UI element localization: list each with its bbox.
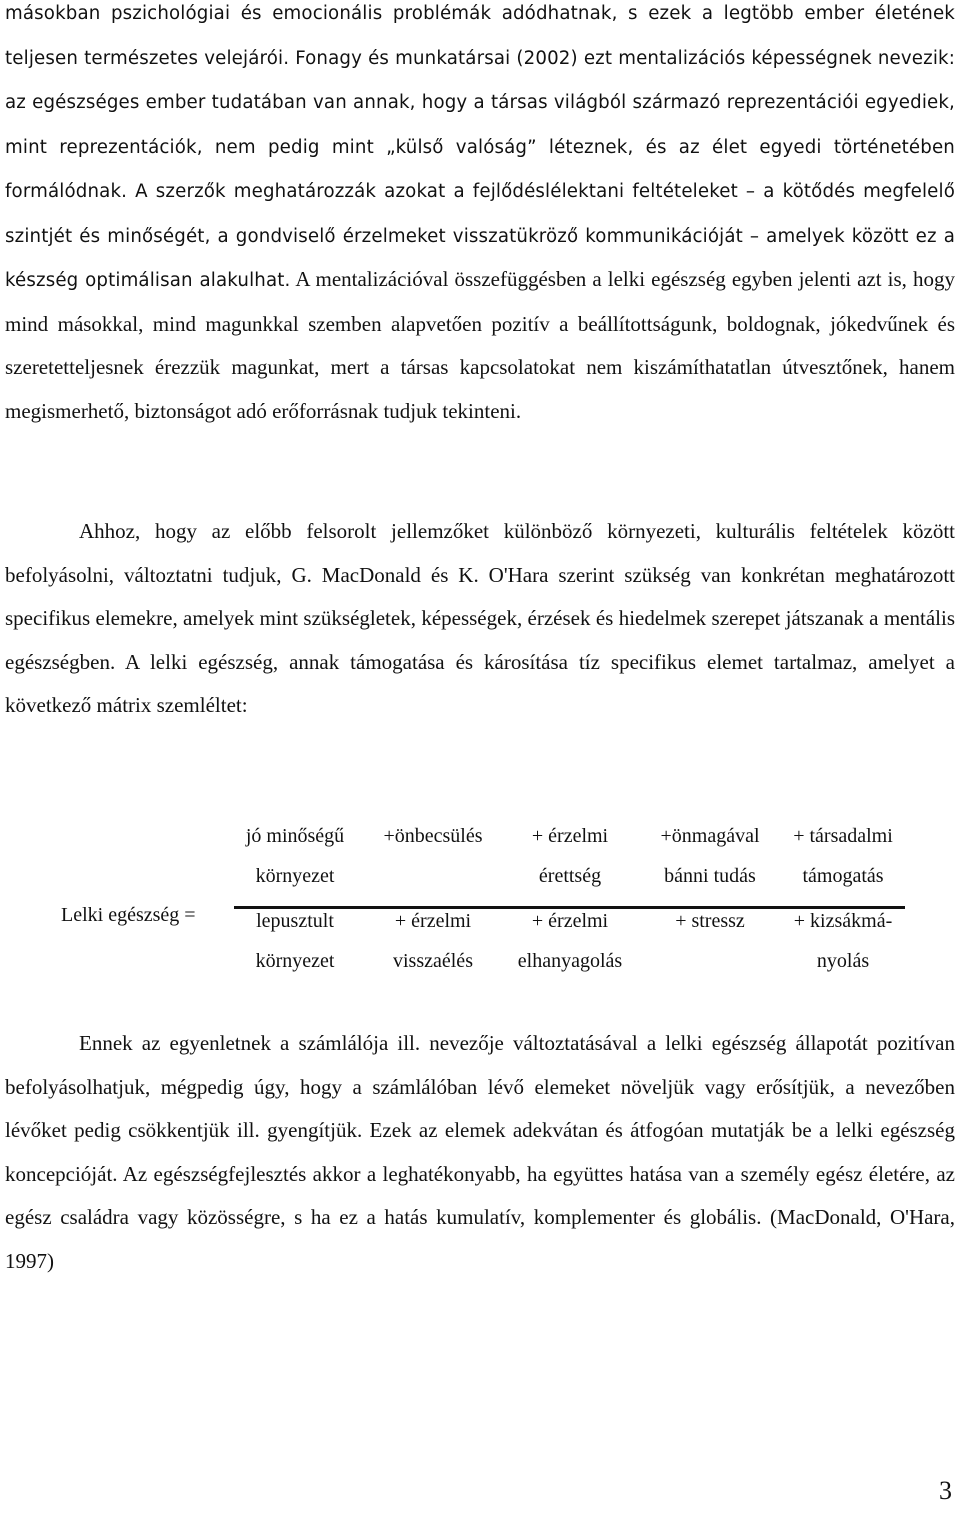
numerator-term <box>768 816 918 896</box>
term-line: +önbecsülés <box>383 825 483 847</box>
term-line: visszaélés <box>393 950 473 972</box>
numerator-term <box>358 816 508 856</box>
term-line: + társadalmi <box>793 825 893 847</box>
paragraph-macdonald: Ahhoz, hogy az előbb felsorolt jellemzőket különböző környezeti, kulturális feltételek között befolyásolni, változtatni tudjuk, G. MacDonald és K. O'Hara szerint szükség van konkrétan meghatározott specifikus elemekre, amelyek mint szükségletek, képességek, érzések és hiedelmek szerepet játszanak a mentális egészségben. A lelki egészség, annak támogatása és károsítása tíz specifikus elemet tartalmaz, amelyet a következő mátrix szemléltet: <box>5 519 955 717</box>
matrix-lhs: Lelki egészség = <box>61 904 196 926</box>
term-line: nyolás <box>816 950 870 972</box>
term-line: + kizsákmá- <box>793 910 893 932</box>
paragraph-serif-part: A mentalizációval összefüggésben a lelki egészség egyben jelenti azt is, hogy mind másokkal, mind magunkkal szemben alapvetően pozitív a beállítottságunk, boldognak, jókedvűnek és szeretetteljesnek érezzük magunkat, mert a társas kapcsolatokat nem kiszámíthatatlan útvesztőnek, hanem megismerhető, biztonságot adó erőforrásnak tudjuk tekinteni. <box>5 267 956 423</box>
term-line: elhanyagolás <box>517 950 623 972</box>
term-line: környezet <box>255 950 335 972</box>
denominator-term <box>358 901 508 981</box>
term-line: +önmagával <box>660 825 760 847</box>
paragraph-equation: Ennek az egyenletnek a számlálója ill. nevezője változtatásával a lelki egészség állapotát pozitívan befolyásolhatjuk, mégpedig úgy, hogy a számlálóban lévő elemeket növeljük vagy erősítjük, a nevezőben lévőket pedig csökkentjük ill. gyengítjük. Ezek az elemek adekvátan és átfogóan mutatják be a lelki egészség koncepcióját. Az egészségfejlesztés akkor a leghatékonyabb, ha együttes hatása van a személy egész életére, az egész családra vagy közösségre, s ha ez a hatás kumulatív, komplementer és globális. (MacDonald, O'Hara, 1997) <box>5 1031 955 1273</box>
denominator-term <box>495 901 645 981</box>
term-line: jó minőségű <box>245 825 345 847</box>
numerator-term <box>635 816 785 896</box>
term-line: bánni tudás <box>664 865 756 887</box>
term-line: környezet <box>255 865 335 887</box>
denominator-term <box>768 901 918 981</box>
term-line: + érzelmi <box>531 910 609 932</box>
term-line: + érzelmi <box>394 910 472 932</box>
mental-health-matrix <box>5 805 955 1005</box>
term-line: támogatás <box>802 865 884 887</box>
paragraph-mentalization <box>5 0 955 433</box>
term-line: + érzelmi <box>531 825 609 847</box>
term-line: + stressz <box>675 910 745 932</box>
page-number: 3 <box>939 1476 952 1505</box>
numerator-term <box>495 816 645 896</box>
paragraph-sans-part: másokban pszichológiai és emocionális problémák adódhatnak, s ezek a legtöbb ember életének teljesen természetes velejárói. Fonagy és munkatársai (2002) ezt mentalizációs képességnek nevezik: az egészséges ember tudatában van annak, hogy a társas világból származó reprezentációi egyediek, mint reprezentációk, nem pedig mint „külső valóság” léteznek, és az élet egyedi történetében formálódnak. A szerzők meghatározzák azokat a fejlődéslélektani feltételeket – a kötődés megfelelő szintjét és minőségét, a gondviselő érzelmeket visszatükröző kommunikációját – amelyek között ez a készség optimálisan alakulhat. <box>5 3 955 291</box>
denominator-term <box>220 901 370 981</box>
denominator-term <box>635 901 785 941</box>
term-line: érettség <box>538 865 602 887</box>
numerator-term <box>220 816 370 896</box>
term-line: lepusztult <box>256 910 334 932</box>
